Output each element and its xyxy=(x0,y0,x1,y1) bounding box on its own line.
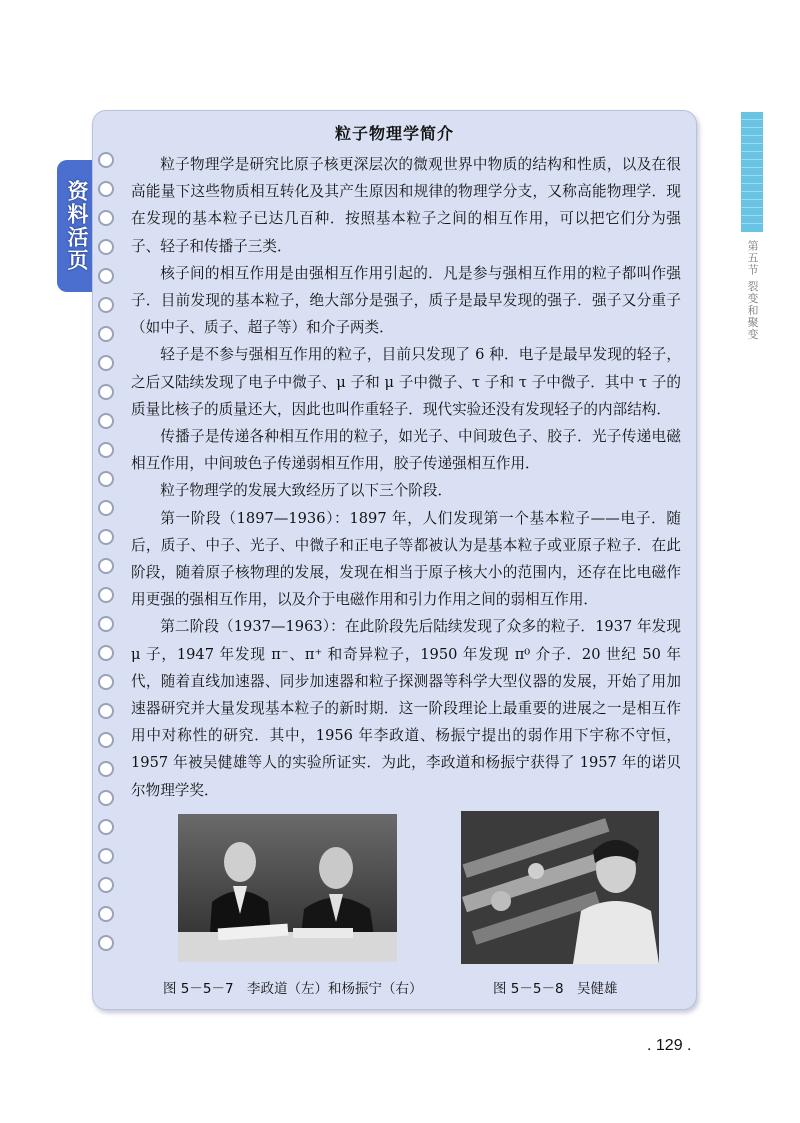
paragraph: 核子间的相互作用是由强相互作用引起的．凡是参与强相互作用的粒子都叫作强子．目前发现的基本粒子，绝大部分是强子，质子是最早发现的强子．强子又分重子（如中子、质子、超子等）和介子两类． xyxy=(131,264,681,337)
binder-ring xyxy=(98,848,114,864)
binder-ring xyxy=(98,268,114,284)
binder-ring xyxy=(98,210,114,226)
photo-wu-chien-shiung xyxy=(461,811,659,964)
page-number: . 129 . xyxy=(647,1037,692,1054)
section-side-label xyxy=(744,240,760,341)
binder-ring xyxy=(98,297,114,313)
binder-ring xyxy=(98,877,114,893)
figure-caption: 图 5－5－7 李政道（左）和杨振宁（右） xyxy=(163,981,423,997)
resource-page-tab xyxy=(57,160,97,292)
section-number: 第五节 xyxy=(746,240,759,276)
article-body xyxy=(131,151,681,804)
paragraph: 轻子是不参与强相互作用的粒子，目前只发现了 6 种．电子是最早发现的轻子，之后又陆续发现了电子中微子、μ 子和 μ 子中微子、τ 子和 τ 子中微子．其中 τ 子的质量比核子的质量还大，因此也叫作重轻子．现代实验还没有发现轻子的内部结构． xyxy=(131,346,681,418)
binder-ring xyxy=(98,935,114,951)
binder-ring xyxy=(98,587,114,603)
tab-label: 资料活页 xyxy=(65,180,89,272)
binder-ring xyxy=(98,529,114,545)
section-title: 裂变和聚变 xyxy=(746,280,759,341)
binder-ring xyxy=(98,906,114,922)
binder-ring xyxy=(98,326,114,342)
photo-wu-chien-shiung-image xyxy=(461,811,659,964)
binder-ring xyxy=(98,152,114,168)
binder-ring xyxy=(98,355,114,371)
paragraph: 粒子物理学是研究比原子核更深层次的微观世界中物质的结构和性质，以及在很高能量下这些物质相互转化及其产生原因和规律的物理学分支，又称高能物理学．现在发现的基本粒子已达几百种．按照基本粒子之间的相互作用，可以把它们分为强子、轻子和传播子三类． xyxy=(131,156,681,255)
paragraph: 粒子物理学的发展大致经历了以下三个阶段． xyxy=(160,482,453,500)
binder-ring xyxy=(98,674,114,690)
binder-ring xyxy=(98,703,114,719)
binder-ring xyxy=(98,471,114,487)
paragraph: 第一阶段（1897—1936）：1897 年，人们发现第一个基本粒子——电子．随后，质子、中子、光子、中微子和正电子等都被认为是基本粒子或亚原子粒子．在此阶段，随着原子核物理的发展，发现在相当于原子核大小的范围内，还存在比电磁作用更强的强相互作用，以及介于电磁作用和引力作用之间的弱相互作用． xyxy=(131,509,681,609)
binder-ring xyxy=(98,413,114,429)
binder-ring xyxy=(98,442,114,458)
binder-ring xyxy=(98,645,114,661)
photo-lee-and-yang xyxy=(178,814,397,962)
notebook-card xyxy=(92,110,697,1010)
binder-ring xyxy=(98,239,114,255)
binder-ring xyxy=(98,558,114,574)
article-title: 粒子物理学简介 xyxy=(334,124,454,143)
binder-ring xyxy=(98,384,114,400)
photo-lee-and-yang-image xyxy=(178,814,397,962)
binder-ring xyxy=(98,819,114,835)
section-color-stripe xyxy=(741,112,763,232)
figure-caption: 图 5－5－8 吴健雄 xyxy=(493,981,618,997)
binder-ring xyxy=(98,761,114,777)
binder-ring xyxy=(98,616,114,632)
paragraph: 传播子是传递各种相互作用的粒子，如光子、中间玻色子、胶子．光子传递电磁相互作用，中间玻色子传递弱相互作用，胶子传递强相互作用． xyxy=(131,428,681,473)
binder-ring xyxy=(98,181,114,197)
binder-ring xyxy=(98,790,114,806)
binder-ring xyxy=(98,500,114,516)
binder-ring xyxy=(98,732,114,748)
paragraph: 第二阶段（1937—1963）：在此阶段先后陆续发现了众多的粒子．1937 年发现 μ 子，1947 年发现 π⁻、π⁺ 和奇异粒子，1950 年发现 π⁰ 介子．20 世纪 50 年代，随着直线加速器、同步加速器和粒子探测器等科学大型仪器的发展，开始了用加速器研究并大量发现基本粒子的新时期．这一阶段理论上最重要的进展之一是相互作用中对称性的研究．其中，1956 年李政道、杨振宁提出的弱作用下宇称不守恒，1957 年被吴健雄等人的实验所证实．为此，李政道和杨振宁获得了 1957 年的诺贝尔物理学奖． xyxy=(131,618,681,799)
